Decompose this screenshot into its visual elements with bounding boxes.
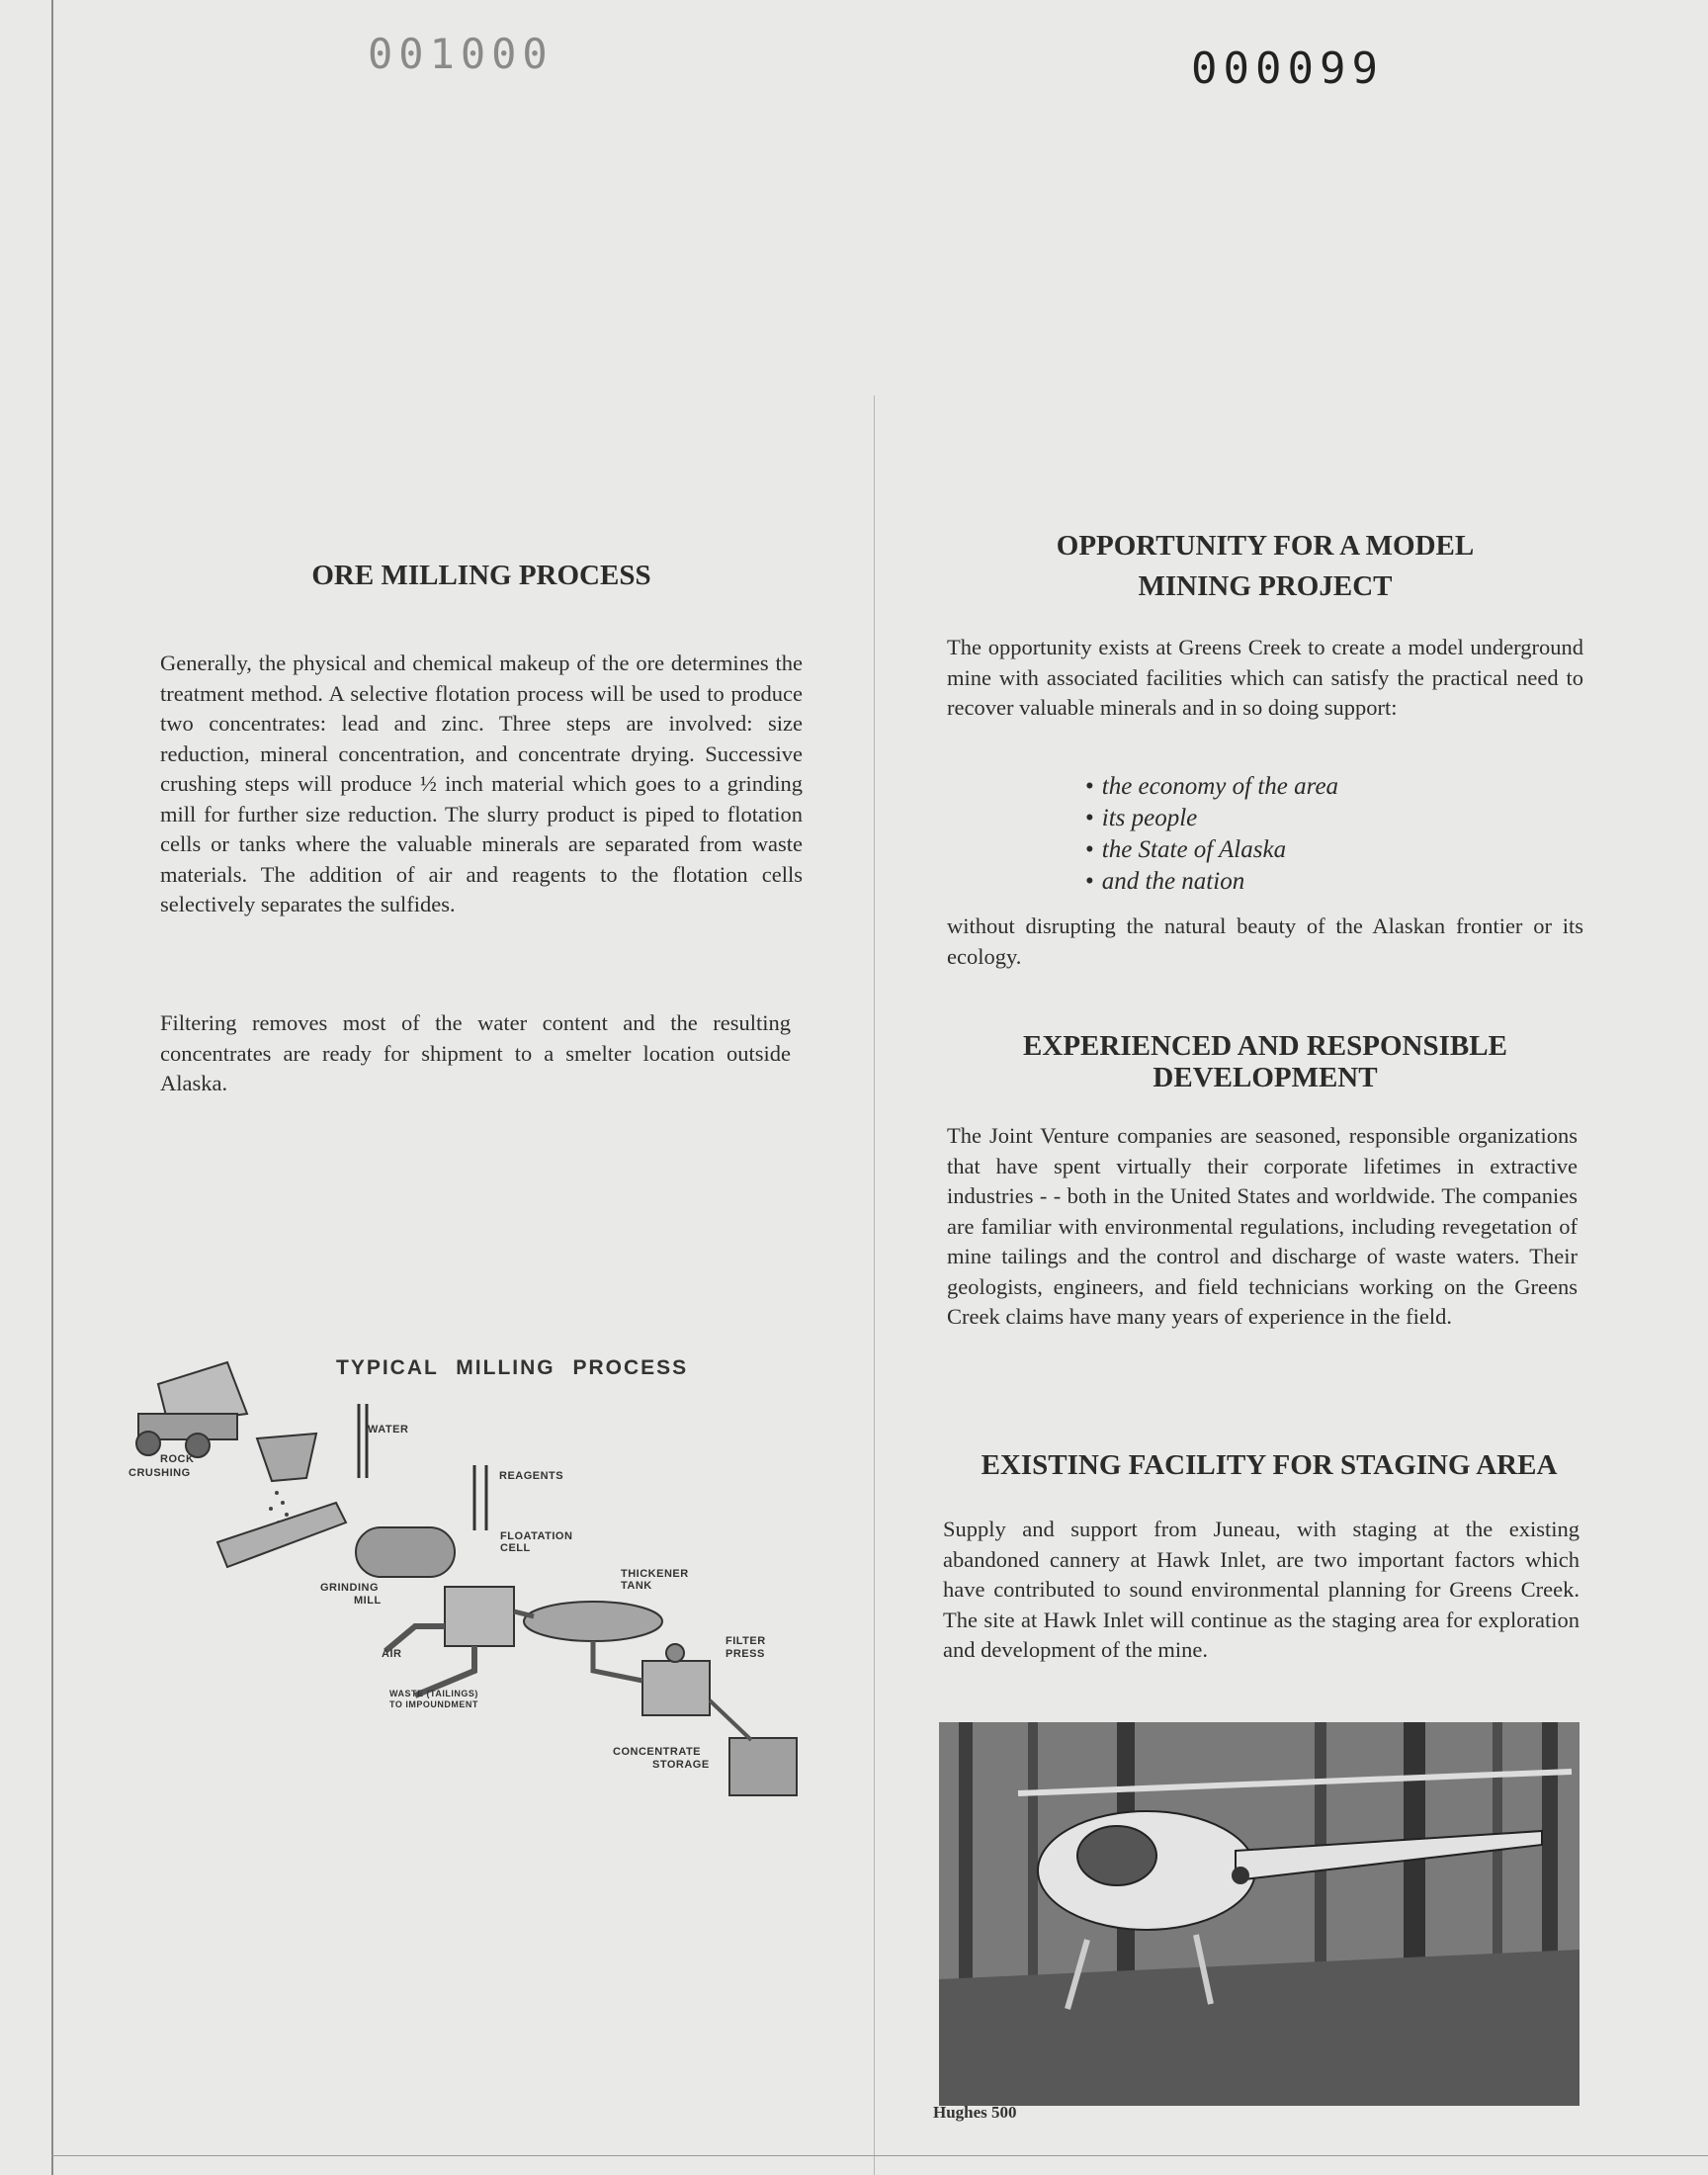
label-press: PRESS (726, 1648, 765, 1660)
bullet-item: • the State of Alaska (1085, 834, 1338, 866)
label-water: WATER (368, 1424, 409, 1436)
ore-milling-heading: ORE MILLING PROCESS (311, 560, 651, 591)
label-crushing: CRUSHING (128, 1467, 191, 1479)
ore-milling-paragraph-1: Generally, the physical and chemical makeup of the ore determines the treatment method. A selective flotation process will be used to produce two concentrates: lead and zinc. Three steps are involved: size reduction, mineral concentration, and concentrate drying. Successive crushing steps will produce ½ inch material which goes to a grinding mill for further size reduction. The slurry product is piped to flotation cells or tanks where the valuable minerals are separated from waste materials. The addition of air and reagents to the flotation cells selectively separates the sulfides. (160, 651, 803, 916)
label-air: AIR (382, 1648, 402, 1660)
page-stamp-right: 000099 (1191, 44, 1384, 94)
label-storage: STORAGE (652, 1759, 710, 1771)
ore-milling-paragraph-2: Filtering removes most of the water content and the resulting concentrates are ready for shipment to a smelter location outside Alaska. (160, 1010, 791, 1095)
label-flotation: FLOATATION (500, 1530, 573, 1542)
label-rock: ROCK (160, 1453, 195, 1465)
label-flotation-cell: CELL (500, 1542, 531, 1554)
crusher-hopper-shape (257, 1434, 316, 1481)
helicopter-photo (939, 1722, 1580, 2106)
milling-process-diagram (119, 1354, 811, 1809)
left-margin-line (51, 0, 53, 2175)
experienced-paragraph: The Joint Venture companies are seasoned, responsible organizations that have spent virtually their corporate lifetimes in extractive industries - - both in the United States and worldwide. The companies are familiar with environmental regulations, including revegetation of mine tailings and the control and discharge of waste waters. Their geologists, engineers, and field technicians working on the Greens Creek claims have many years of experience in the field. (947, 1123, 1578, 1329)
staging-area-paragraph: Supply and support from Juneau, with staging at the existing abandoned cannery at Hawk Inlet, are two important factors which have contributed to sound environmental planning for Greens Creek. The site at Hawk Inlet will continue as the staging area for exploration and development of the mine. (943, 1517, 1580, 1662)
label-reagents: REAGENTS (499, 1470, 564, 1482)
experienced-heading-line1: EXPERIENCED AND RESPONSIBLE (1023, 1030, 1507, 1062)
label-thickener: THICKENER (621, 1568, 689, 1580)
label-filter: FILTER (726, 1635, 766, 1647)
flotation-cell-shape (445, 1587, 514, 1646)
label-tank: TANK (621, 1580, 652, 1592)
page-stamp-left: 001000 (368, 30, 554, 78)
truck-icon (136, 1362, 247, 1457)
label-concentrate: CONCENTRATE (613, 1746, 702, 1758)
thickener-tank-shape (524, 1602, 662, 1641)
bullet-item: • and the nation (1085, 866, 1338, 898)
opportunity-heading-line1: OPPORTUNITY FOR A MODEL (1056, 530, 1475, 562)
bottom-edge-line (51, 2155, 1708, 2156)
opportunity-heading-line2: MINING PROJECT (1138, 570, 1393, 602)
label-waste: WASTE (TAILINGS) (389, 1689, 478, 1698)
support-bullet-list (1085, 771, 1338, 898)
diagram-title: TYPICAL MILLING PROCESS (336, 1356, 689, 1379)
experienced-heading-line2: DEVELOPMENT (1153, 1062, 1378, 1093)
center-fold-line (874, 395, 875, 2175)
staging-area-heading: EXISTING FACILITY FOR STAGING AREA (981, 1449, 1558, 1481)
opportunity-paragraph: The opportunity exists at Greens Creek to create a model underground mine with associated facilities which can satisfy the practical need to recover valuable minerals and in so doing support: (947, 635, 1583, 720)
bullet-item: • the economy of the area (1085, 771, 1338, 803)
label-mill: MILL (354, 1595, 382, 1607)
grinding-mill-shape (356, 1527, 455, 1577)
label-impoundment: TO IMPOUNDMENT (389, 1699, 478, 1709)
filter-press-shape (642, 1661, 710, 1715)
bullet-item: • its people (1085, 803, 1338, 834)
conveyor-shape (217, 1503, 346, 1567)
opportunity-paragraph-end: without disrupting the natural beauty of the Alaskan frontier or its ecology. (947, 914, 1583, 969)
label-grinding: GRINDING (320, 1582, 379, 1594)
concentrate-storage-shape (729, 1738, 797, 1795)
photo-caption: Hughes 500 (933, 2103, 1017, 2122)
